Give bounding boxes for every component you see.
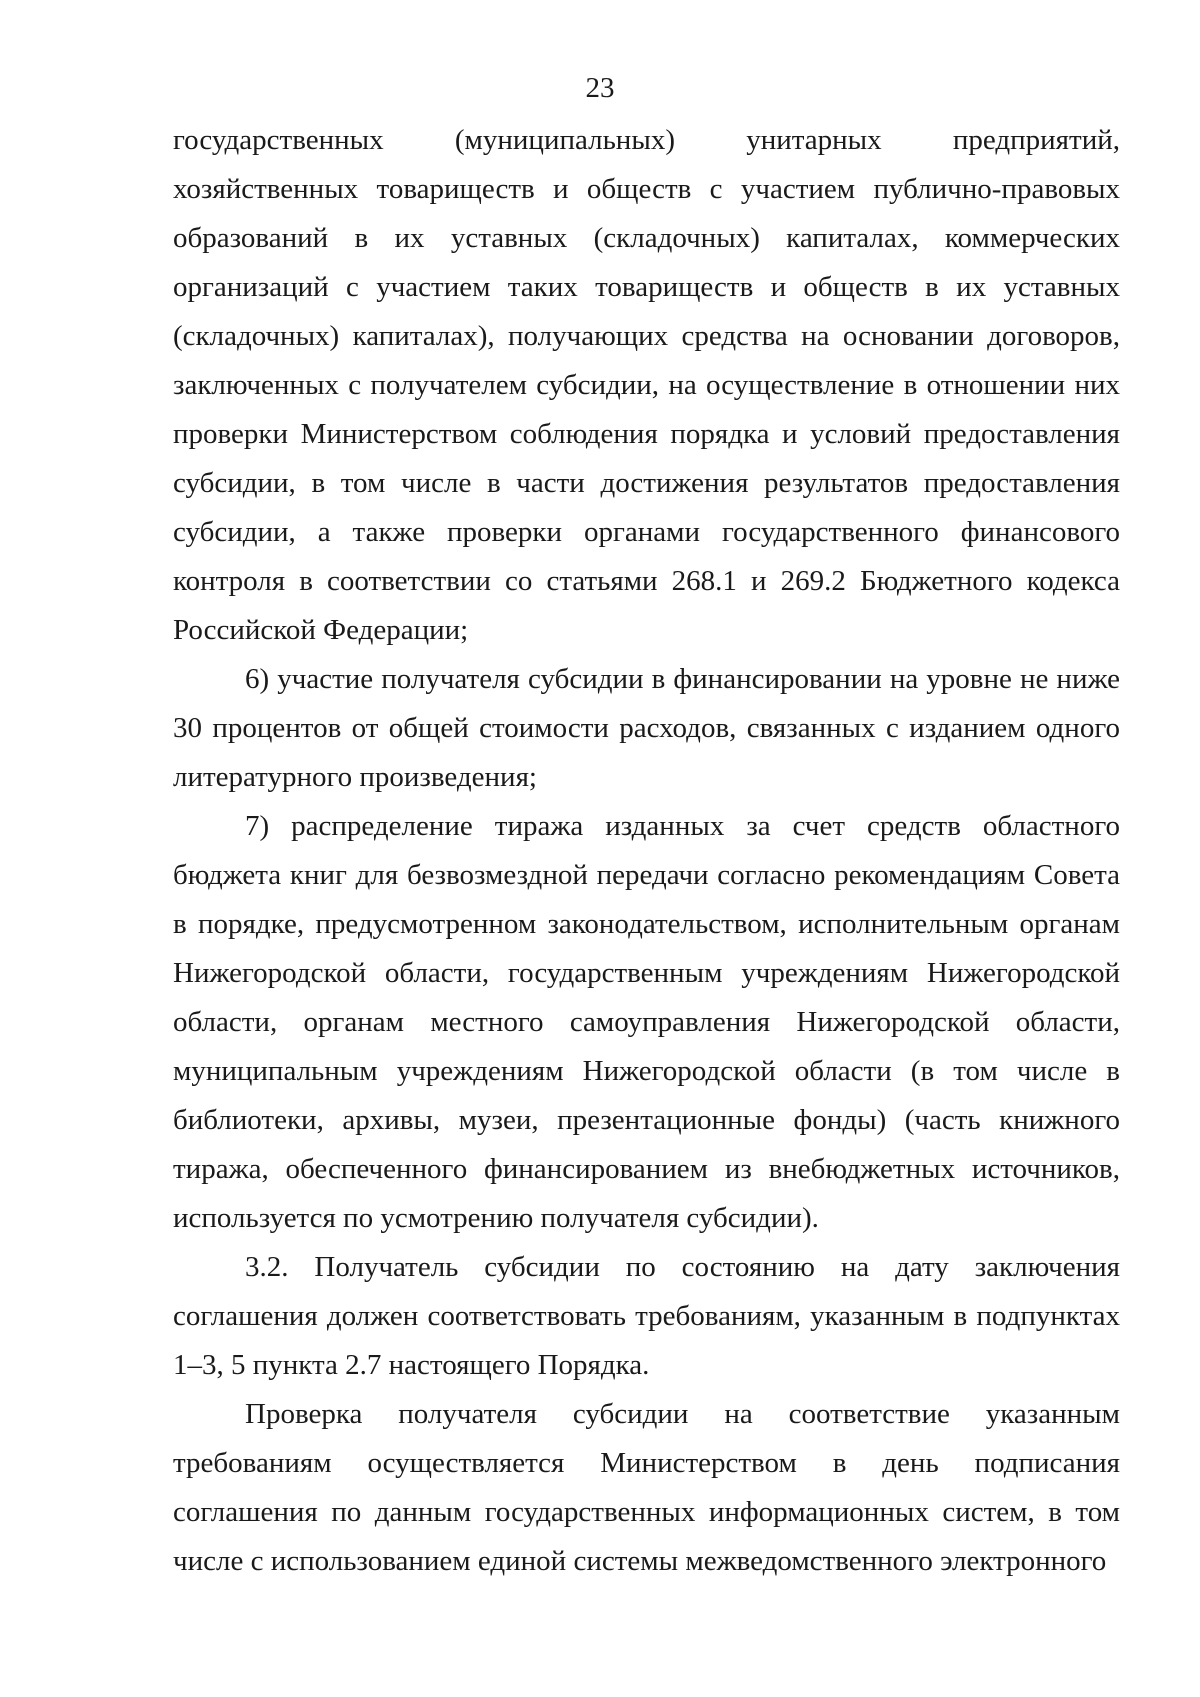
paragraph-section-3-2: 3.2. Получатель субсидии по состоянию на дату заключения соглашения должен соответствовать требованиям, указанным в подпунктах 1–3, 5 пункта 2.7 настоящего Порядка. <box>173 1251 1120 1381</box>
paragraph-item-6: 6) участие получателя субсидии в финансировании на уровне не ниже 30 процентов от общей стоимости расходов, связанных с изданием одного литературного произведения; <box>173 663 1120 793</box>
paragraph-continuation: государственных (муниципальных) унитарных предприятий, хозяйственных товариществ и обществ с участием публично-правовых образований в их уставных (складочных) капиталах, коммерческих организаций с участием таких товариществ и обществ в их уставных (складочных) капиталах), получающих средства на основании договоров, заключенных с получателем субсидии, на осуществление в отношении них проверки Министерством соблюдения порядка и условий предоставления субсидии, в том числе в части достижения результатов предоставления субсидии, а также проверки органами государственного финансового контроля в соответствии со статьями 268.1 и 269.2 Бюджетного кодекса Российской Федерации; <box>173 124 1120 646</box>
paragraph-item-7: 7) распределение тиража изданных за счет средств областного бюджета книг для безвозмездной передачи согласно рекомендациям Совета в порядке, предусмотренном законодательством, исполнительным органам Нижегородской области, государственным учреждениям Нижегородской области, органам местного самоуправления Нижегородской области, муниципальным учреждениям Нижегородской области (в том числе в библиотеки, архивы, музеи, презентационные фонды) (часть книжного тиража, обеспеченного финансированием из внебюджетных источников, используется по усмотрению получателя субсидии). <box>173 810 1120 1234</box>
page-number: 23 <box>585 72 615 104</box>
paragraph-verification: Проверка получателя субсидии на соответствие указанным требованиям осуществляется Министерством в день подписания соглашения по данным государственных информационных систем, в том числе с использованием единой системы межведомственного электронного <box>173 1398 1120 1577</box>
document-body <box>173 116 1120 1586</box>
